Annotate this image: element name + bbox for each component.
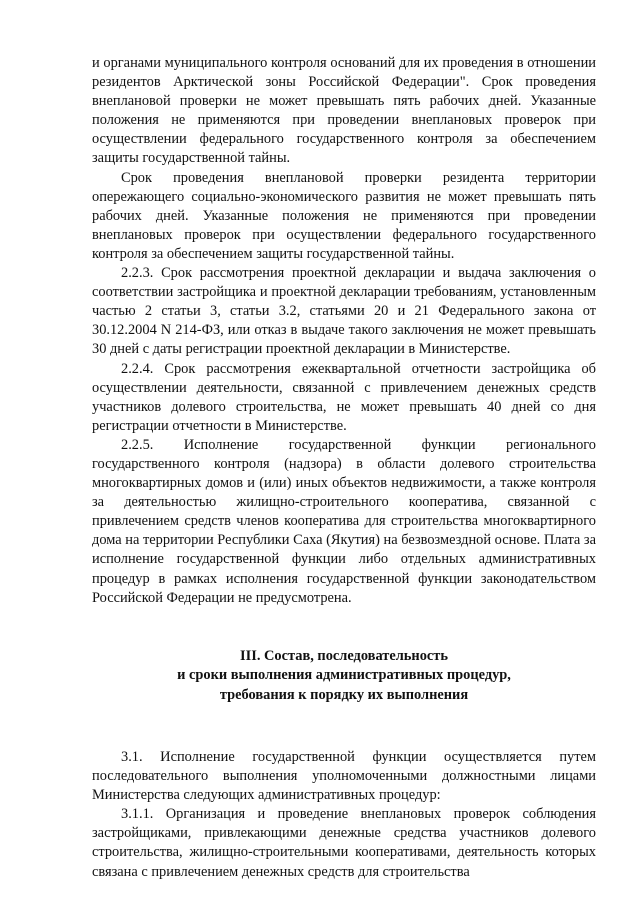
paragraph-2-2-3: 2.2.3. Срок рассмотрения проектной декларации и выдача заключения о соответствии застройщика и проектной декларации требованиям, установленным частью 2 статьи 3, статьи 3.2, статьями 20 и 21 Федерального закона от 30.12.2004 N 214-ФЗ, или отказ в выдаче такого заключения не может превышать 30 дней с даты регистрации проектной декларации в Министерстве. xyxy=(92,265,596,358)
spacer xyxy=(92,705,596,748)
paragraph-3-1: 3.1. Исполнение государственной функции осуществляется путем последовательного выполнения уполномоченными должностными лицами Министерства следующих административных процедур: xyxy=(92,748,596,804)
document-body xyxy=(92,54,596,882)
paragraph-3-1-1: 3.1.1. Организация и проведение внеплановых проверок соблюдения застройщиками, привлекающими денежные средства участников долевого строительства, жилищно-строительными кооперативами, деятельность которых связана с привлечением денежных средств для строительства xyxy=(92,806,596,880)
section-heading-line-2: и сроки выполнения административных процедур, xyxy=(177,667,511,684)
paragraph-toser-inspection-term: Срок проведения внеплановой проверки резидента территории опережающего социально-экономического развития не может превышать пять рабочих дней. Указанные положения не применяются при проведении внеплановых проверок при осуществлении федерального государственного контроля за обеспечением защиты государственной тайны. xyxy=(92,169,596,262)
paragraph-2-2-4: 2.2.4. Срок рассмотрения ежеквартальной отчетности застройщика об осуществлении деятельности, связанной с привлечением денежных средств участников долевого строительства, не может превышать 40 дней со дня регистрации отчетности в Министерстве. xyxy=(92,360,596,434)
spacer xyxy=(92,608,596,647)
section-heading xyxy=(92,647,596,705)
paragraph-continuation: и органами муниципального контроля оснований для их проведения в отношении резидентов Арктической зоны Российской Федерации". Срок проведения внеплановой проверки не может превышать пять рабочих дней. Указанные положения не применяются при проведении внеплановых проверок при осуществлении федерального государственного контроля за обеспечением защиты государственной тайны. xyxy=(92,55,596,167)
paragraph-2-2-5: 2.2.5. Исполнение государственной функции регионального государственного контроля (надзора) в области долевого строительства многоквартирных домов и (или) иных объектов недвижимости, а также контроля за деятельностью жилищно-строительного кооператива, связанной с привлечением средств членов кооператива для строительства многоквартирного дома на территории Республики Саха (Якутия) на безвозмездной основе. Плата за исполнение государственной функции либо отдельных административных процедур в рамках исполнения государственной функции законодательством Российской Федерации не предусмотрена. xyxy=(92,436,596,606)
section-heading-line-1: III. Состав, последовательность xyxy=(240,647,448,664)
section-heading-line-3: требования к порядку их выполнения xyxy=(219,686,469,703)
